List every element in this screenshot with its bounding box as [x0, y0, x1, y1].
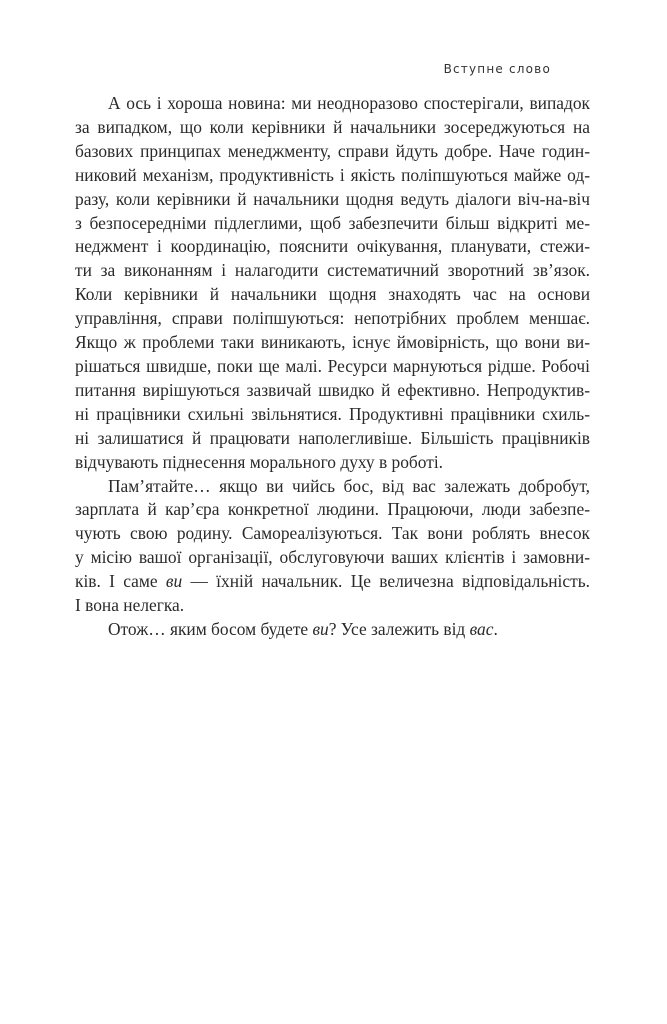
text-line: відчувають піднесення морального духу в роботі.	[75, 451, 444, 472]
emphasis: ви	[312, 618, 329, 639]
text-segment: ків. І саме	[75, 571, 166, 592]
text-line: питання вирішуються зазвичай швидко й ефективно. Непродуктив-	[75, 379, 590, 400]
emphasis: вас	[469, 618, 494, 639]
text-segment: ? Усе залежить від	[328, 618, 470, 639]
text-line: з безпосередніми підлеглими, щоб забезпечити більш відкриті ме-	[75, 212, 590, 233]
text-line: Якщо ж проблеми таки виникають, існує ймовірність, що вони ви-	[75, 332, 590, 353]
text-line: Пам’ятайте… якщо ви чийсь бос, від вас залежать добробут,	[108, 475, 590, 496]
text-line: ні залишатися й працювати наполегливіше. Більшість працівників	[75, 427, 590, 448]
text-line: зарплата й кар’єра конкретної людини. Працюючи, люди забезпе-	[75, 499, 590, 520]
text-segment: Отож… яким босом будете	[108, 618, 313, 639]
text-line: І вона нелегка.	[75, 595, 185, 616]
text-line: ти за виконанням і налагодити систематичний зворотний зв’язок.	[75, 260, 590, 281]
running-header: Вступне слово	[443, 62, 551, 76]
text-segment: .	[493, 618, 498, 639]
text-line: никовий механізм, продуктивність і якість поліпшуються майже од-	[75, 164, 590, 185]
text-line: управління, справи поліпшуються: непотрібних проблем меншає.	[75, 308, 590, 329]
text-line	[75, 618, 590, 642]
text-line: ні працівники схильні звільнятися. Продуктивні працівники схиль-	[75, 403, 590, 424]
text-line: у місію вашої організації, обслуговуючи ваших клієнтів і замовни-	[75, 547, 590, 568]
text-line: А ось і хороша новина: ми неодноразово спостерігали, випадок	[108, 93, 590, 113]
text-line: Коли керівники й начальники щодня знаходять час на основи	[75, 284, 590, 305]
text-line: базових принципах менеджменту, справи йдуть добре. Наче годин-	[75, 140, 590, 161]
text-line: рішаться швидше, поки ще малі. Ресурси марнуються рідше. Робочі	[75, 355, 590, 376]
text-segment: — їхній начальник. Це величезна відповідальність.	[182, 571, 590, 592]
text-line	[75, 570, 590, 594]
text-line: разу, коли керівники й начальники щодня ведуть діалоги віч-на-віч	[75, 188, 590, 209]
body-text	[75, 92, 590, 642]
text-line: неджмент і координацію, пояснити очікування, планувати, стежи-	[75, 236, 590, 257]
text-line: за випадком, що коли керівники й начальники зосереджуються на	[75, 116, 590, 137]
text-line: чують свою родину. Самореалізуються. Так вони роблять внесок	[75, 523, 590, 544]
emphasis: ви	[165, 571, 183, 592]
